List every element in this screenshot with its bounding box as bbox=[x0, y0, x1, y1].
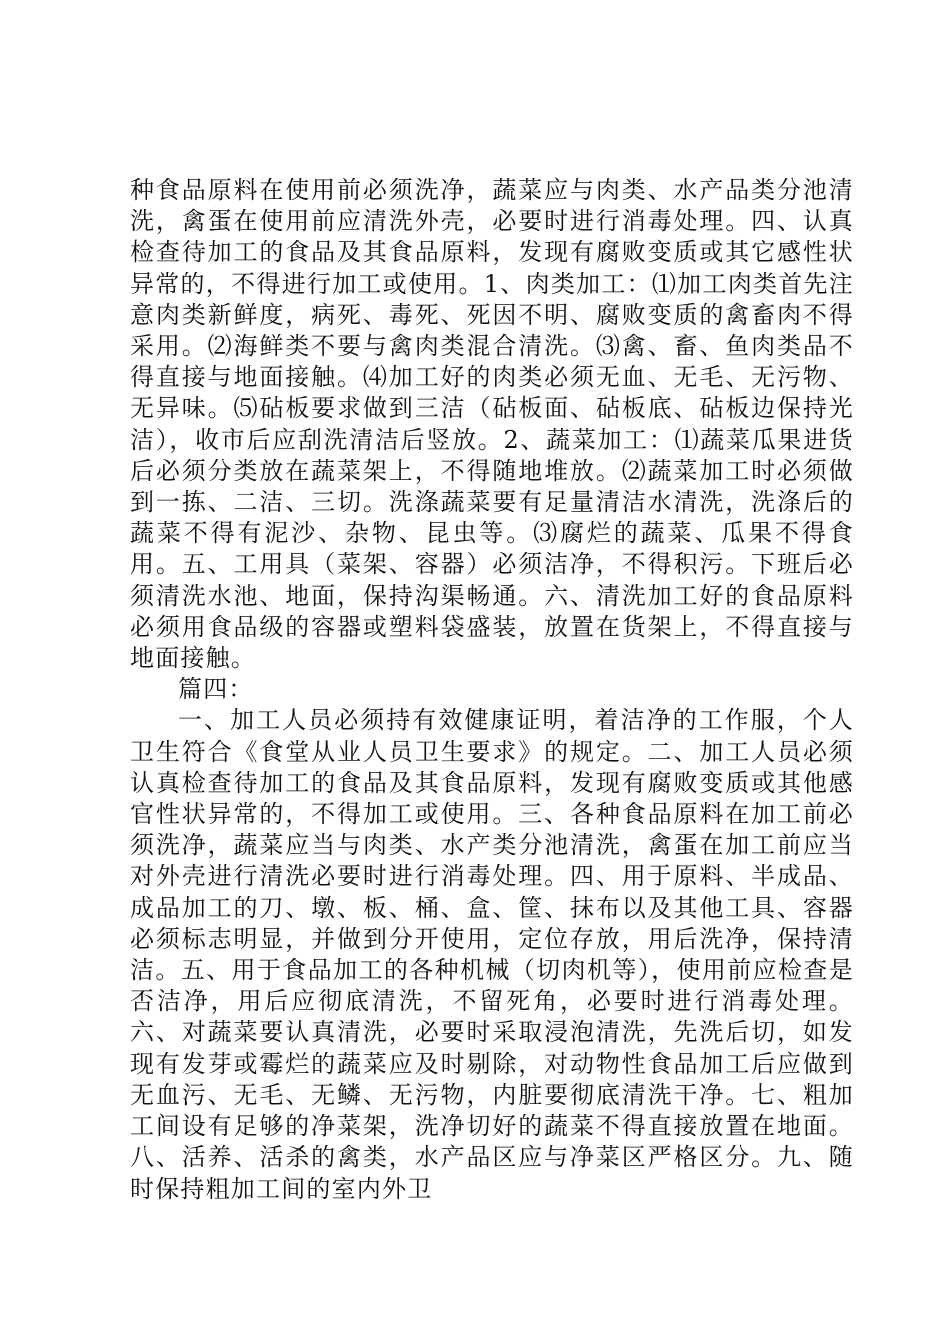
section-heading-pian-si: 篇四： bbox=[178, 675, 254, 704]
body-paragraph-2: 一、加工人员必须持有效健康证明，着洁净的工作服，个人卫生符合《食堂从业人员卫生要求》的规定。二、加工人员必须认真检查待加工的食品及其食品原料，发现有腐败变质或其他感官性状异常的，不得加工或使用。三、各种食品原料在加工前必须洗净，蔬菜应当与肉类、水产类分池清洗，禽蛋在加工前应当对外壳进行清洗必要时进行消毒处理。四、用于原料、半成品、成品加工的刀、墩、板、桶、盒、筐、抹布以及其他工具、容器必须标志明显，并做到分开使用，定位存放，用后洗净，保持清洁。五、用于食品加工的各种机械（切肉机等），使用前应检查是否洁净，用后应彻底清洗，不留死角，必要时进行消毒处理。六、对蔬菜要认真清洗，必要时采取浸泡清洗，先洗后切，如发现有发芽或霉烂的蔬菜应及时剔除，对动物性食品加工后应做到无血污、无毛、无鳞、无污物，内脏要彻底清洗干净。七、粗加工间设有足够的净菜架，洗净切好的蔬菜不得直接放置在地面。八、活养、活杀的禽类，水产品区应与净菜区严格区分。九、随时保持粗加工间的室内外卫 bbox=[130, 706, 854, 1203]
body-paragraph-1: 种食品原料在使用前必须洗净，蔬菜应与肉类、水产品类分池清洗，禽蛋在使用前应清洗外壳，必要时进行消毒处理。四、认真检查待加工的食品及其食品原料，发现有腐败变质或其它感性状异常的，不得进行加工或使用。1、肉类加工：⑴加工肉类首先注意肉类新鲜度，病死、毒死、死因不明、腐败变质的禽畜肉不得采用。⑵海鲜类不要与禽肉类混合清洗。⑶禽、畜、鱼肉类品不得直接与地面接触。⑷加工好的肉类必须无血、无毛、无污物、无异味。⑸砧板要求做到三洁（砧板面、砧板底、砧板边保持光洁），收市后应刮洗清洁后竖放。2、蔬菜加工：⑴蔬菜瓜果进货后必须分类放在蔬菜架上，不得随地堆放。⑵蔬菜加工时必须做到一拣、二洁、三切。洗涤蔬菜要有足量清洁水清洗，洗涤后的蔬菜不得有泥沙、杂物、昆虫等。⑶腐烂的蔬菜、瓜果不得食用。五、工用具（菜架、容器）必须洁净，不得积污。下班后必须清洗水池、地面，保持沟渠畅通。六、清洗加工好的食品原料必须用食品级的容器或塑料袋盛装，放置在货架上，不得直接与地面接触。 bbox=[130, 176, 854, 673]
document-page bbox=[130, 175, 854, 1205]
